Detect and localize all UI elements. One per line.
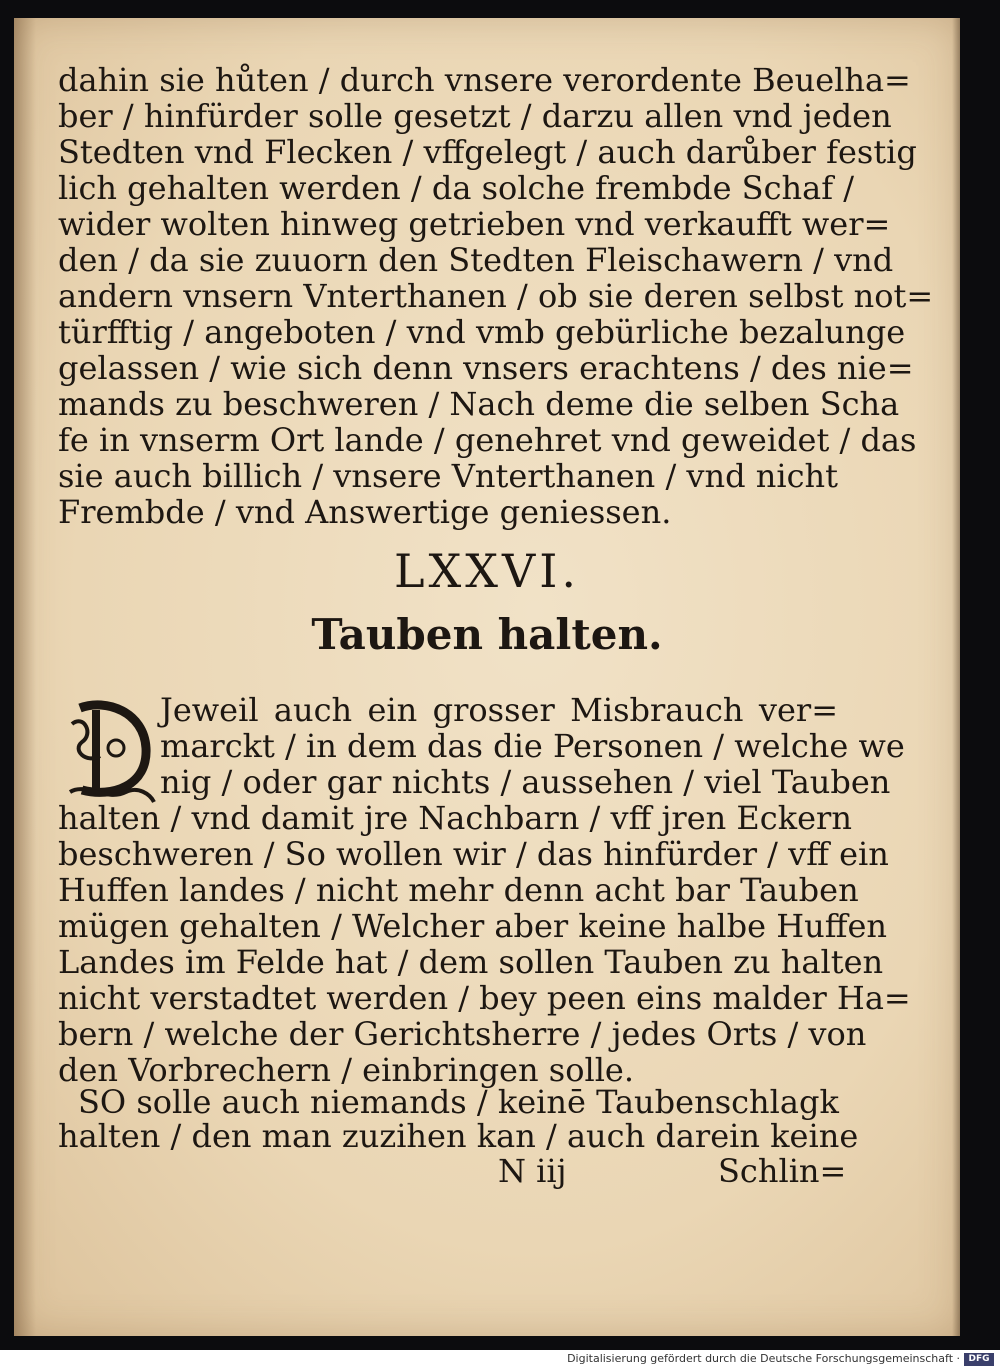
text-line: Huffen landes / nicht mehr denn acht bar Tauben: [58, 871, 859, 909]
text-line: nicht verstadtet werden / bey peen eins malder Ha=: [58, 979, 911, 1017]
book-page: [14, 18, 960, 1336]
funding-credit: Digitalisierung gefördert durch die Deutsche Forschungsgemeinschaft ·: [567, 1352, 960, 1365]
text-line: sie auch billich / vnsere Vnterthanen / vnd nicht: [58, 457, 838, 495]
text-line: den / da sie zuuorn den Stedten Fleischawern / vnd: [58, 241, 894, 279]
text-line: nig / oder gar nichts / aussehen / viel Tauben: [160, 763, 891, 801]
chapter-number: LXXVI.: [393, 544, 581, 598]
text-line: bern / welche der Gerichtsherre / jedes Orts / von: [58, 1015, 867, 1053]
text-line: ber / hinfürder solle gesetzt / darzu allen vnd jeden: [58, 97, 892, 135]
text-line: beschweren / So wollen wir / das hinfürder / vff ein: [58, 835, 889, 873]
text-line: gelassen / wie sich denn vnsers erachtens / des nie=: [58, 349, 914, 387]
text-line: mands zu beschweren / Nach deme die selben Scha: [58, 385, 900, 423]
chapter-heading: Tauben halten.: [311, 610, 663, 659]
decorated-initial: [66, 694, 158, 804]
text-line: marckt / in dem das die Personen / welche we: [160, 727, 905, 765]
text-line: halten / den man zuzihen kan / auch darein keine: [58, 1117, 859, 1155]
signature-mark: N iij: [498, 1152, 567, 1190]
text-line: mügen gehalten / Welcher aber keine halbe Huffen: [58, 907, 887, 945]
text-line: Frembde / vnd Answertige geniessen.: [58, 493, 672, 531]
text-line: türfftig / angeboten / vnd vmb gebürliche bezalunge: [58, 313, 906, 351]
dfg-logo-icon: DFG: [964, 1353, 994, 1366]
text-line: wider wolten hinweg getrieben vnd verkaufft wer=: [58, 205, 891, 243]
text-line: den Vorbrechern / einbringen solle.: [58, 1051, 635, 1089]
text-line: dahin sie hůten / durch vnsere verordente Beuelha=: [58, 61, 911, 99]
text-line: fe in vnserm Ort lande / genehret vnd geweidet / das: [58, 421, 917, 459]
catchword: Schlin=: [718, 1152, 847, 1190]
text-line: lich gehalten werden / da solche frembde Schaf /: [58, 169, 854, 207]
text-line: andern vnsern Vnterthanen / ob sie deren selbst not=: [58, 277, 934, 315]
text-line: halten / vnd damit jre Nachbarn / vff jren Eckern: [58, 799, 852, 837]
text-line: SO solle auch niemands / keinē Taubenschlagk: [78, 1083, 839, 1121]
text-line: Stedten vnd Flecken / vffgelegt / auch darůber festig: [58, 133, 917, 171]
text-line: Jeweil auch ein grosser Misbrauch ver=: [160, 691, 838, 729]
decorated-initial-glyph: [66, 694, 158, 804]
text-line: Landes im Felde hat / dem sollen Tauben zu halten: [58, 943, 884, 981]
